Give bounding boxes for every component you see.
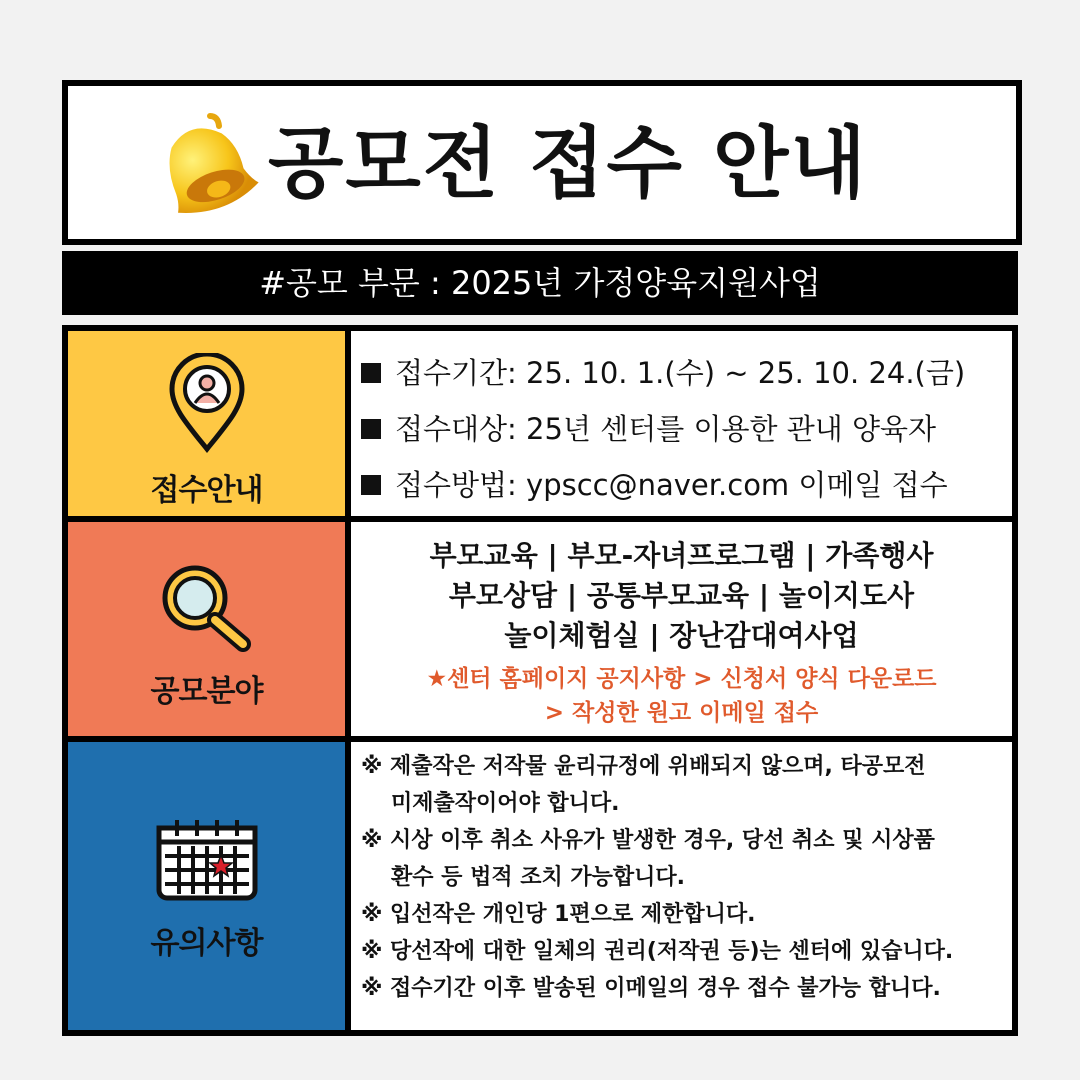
info-table <box>62 325 1018 1036</box>
field-line: 부모상담 | 공통부모교육 | 놀이지도사 <box>448 579 915 612</box>
reception-header-cell <box>68 331 345 516</box>
fields-notes <box>351 662 1012 730</box>
list-item: 미제출작이어야 합니다. <box>391 791 620 816</box>
field-line: 부모교육 | 부모-자녀프로그램 | 가족행사 <box>429 539 934 572</box>
bullet-square-icon <box>361 419 381 439</box>
page-title: 공모전 접수 안내 <box>268 119 868 209</box>
fields-content-cell <box>351 522 1012 736</box>
bullet-square-icon <box>361 363 381 383</box>
list-item: 접수대상: 25년 센터를 이용한 관내 양육자 <box>361 401 965 457</box>
cautions-header-cell <box>68 742 345 1030</box>
bullet-square-icon <box>361 475 381 495</box>
fields-list <box>351 536 1012 656</box>
list-item: ※ 시상 이후 취소 사유가 발생한 경우, 당선 취소 및 시상품 <box>361 828 935 853</box>
list-item: ※ 당선작에 대한 일체의 권리(저작권 등)는 센터에 있습니다. <box>361 939 954 964</box>
calendar-icon <box>155 818 259 902</box>
fields-header-cell <box>68 522 345 736</box>
reception-label: 접수안내 <box>150 473 263 508</box>
list-item: 환수 등 법적 조치 가능합니다. <box>391 865 686 890</box>
subtitle-bar: #공모 부문 : 2025년 가정양육지원사업 <box>62 251 1018 315</box>
list-item: ※ 접수기간 이후 발송된 이메일의 경우 접수 불가능 합니다. <box>361 976 941 1001</box>
fields-label: 공모분야 <box>150 674 263 709</box>
list-item: ※ 제출작은 저작물 윤리규정에 위배되지 않으며, 타공모전 <box>361 754 926 779</box>
magnifier-icon <box>157 562 257 652</box>
list-item: ※ 입선작은 개인당 1편으로 제한합니다. <box>361 902 756 927</box>
reception-content-cell <box>351 331 1012 516</box>
cautions-content-cell <box>351 742 1012 1030</box>
cautions-label: 유의사항 <box>150 926 263 961</box>
title-box <box>62 80 1022 245</box>
location-pin-person-icon <box>166 353 248 453</box>
reception-list <box>361 345 965 513</box>
list-item: 접수기간: 25. 10. 1.(수) ~ 25. 10. 24.(금) <box>361 345 965 401</box>
cautions-list <box>361 748 953 1007</box>
note-line: ★센터 홈페이지 공지사항 > 신청서 양식 다운로드 <box>426 666 937 692</box>
field-line: 놀이체험실 | 장난감대여사업 <box>504 619 859 652</box>
note-line: > 작성한 원고 이메일 접수 <box>544 700 819 726</box>
list-item: 접수방법: ypscc@naver.com 이메일 접수 <box>361 457 965 513</box>
bell-icon <box>150 108 260 218</box>
